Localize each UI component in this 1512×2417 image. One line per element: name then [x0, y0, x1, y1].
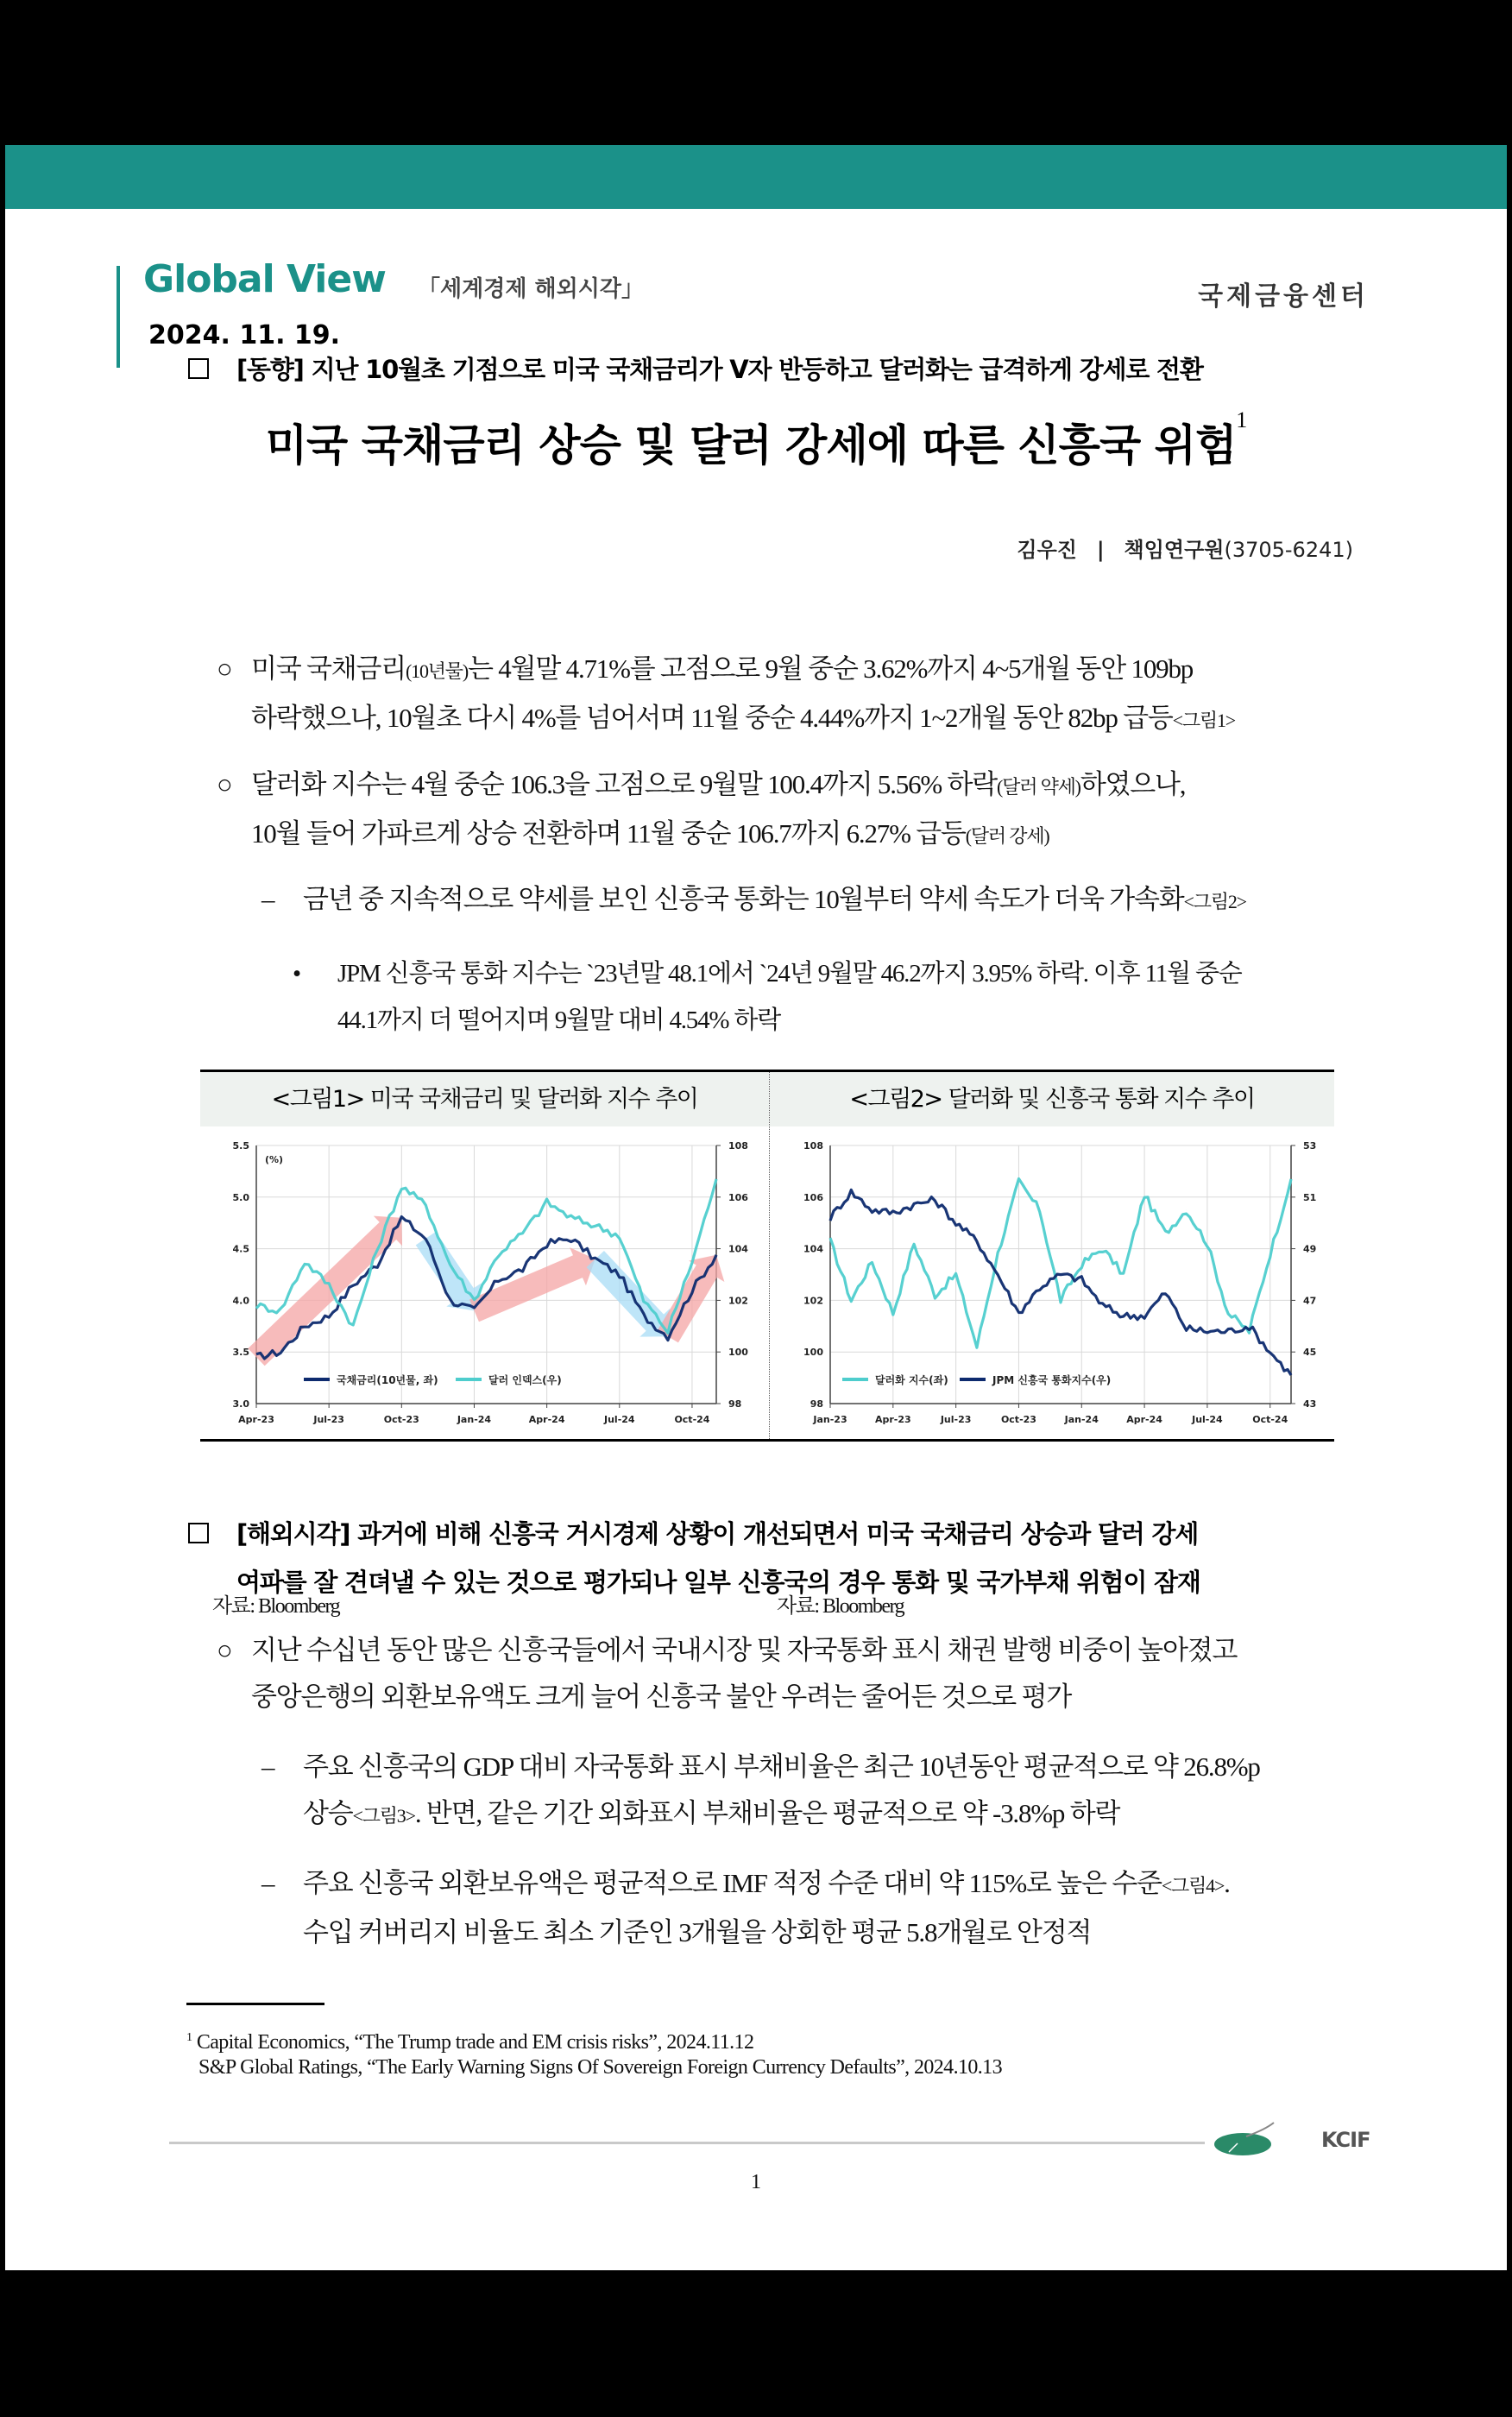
y-left-tick-label: 100 [803, 1347, 823, 1359]
text-run: . 반면, 같은 기간 외화표시 부채비율은 평균적으로 약 -3.8%p 하락 [414, 1798, 1120, 1828]
dash-debt-ratio [261, 1744, 1382, 1840]
circle-bullet-icon: ○ [217, 1635, 232, 1665]
organization-name: 국제금융센터 [1198, 281, 1369, 312]
y-left-tick-label: 108 [803, 1140, 823, 1152]
y-left-tick-label: 98 [810, 1398, 823, 1410]
x-tick-label: Apr-23 [874, 1414, 911, 1425]
kcif-logo-icon [1213, 2121, 1282, 2161]
figure2-source: 자료: Bloomberg [777, 1595, 904, 1618]
y-right-tick-label: 106 [728, 1191, 748, 1203]
y-right-tick-label: 47 [1303, 1295, 1317, 1307]
x-tick-label: Apr-23 [238, 1414, 274, 1425]
text-run: 10월 들어 가파르게 상승 전환하며 11월 중순 106.7까지 6.27% 급등 [251, 818, 966, 849]
figure-ref: <그림2> [1183, 891, 1246, 912]
series-line [830, 1179, 1291, 1348]
y-right-tick-label: 45 [1303, 1347, 1317, 1359]
x-tick-label: Oct-23 [383, 1414, 419, 1425]
legend-label: 달러화 지수(좌) [875, 1374, 948, 1386]
y-left-tick-label: 106 [803, 1191, 823, 1203]
dash-fx-reserves [261, 1860, 1382, 1956]
text-small: (달러 약세) [997, 776, 1080, 798]
dash-bullet-icon: – [261, 884, 274, 914]
bullet-line: 지난 수십년 동안 많은 신흥국들에서 국내시장 및 자국통화 표시 채권 발행 비중이 높아졌고 [251, 1635, 1238, 1665]
checkbox-square-icon [188, 1523, 209, 1543]
text-run: 는 4월말 4.71%를 고점으로 9월 중순 3.62%까지 4~5개월 동안 109bp [468, 653, 1194, 684]
x-tick-label: Jan-24 [457, 1414, 492, 1425]
y-right-tick-label: 108 [728, 1140, 748, 1152]
text-run: 하였으나, [1080, 769, 1186, 799]
bullet-line [251, 761, 1364, 811]
y-left-tick-label: 3.5 [232, 1347, 249, 1359]
checkbox-square-icon [188, 358, 209, 379]
title-text: 미국 국채금리 상승 및 달러 강세에 따른 신흥국 위험 [265, 420, 1237, 470]
footer-rule [169, 2142, 1205, 2144]
brand-subtitle: 「세계경제 해외시각」 [418, 276, 644, 302]
dot-jpm-index [293, 950, 1373, 1044]
text-run: 하락했으나, 10월초 다시 4%를 넘어서며 11월 중순 4.44%까지 1~2개월 동안 82bp 급등 [251, 703, 1173, 733]
y-left-tick-label: 4.5 [232, 1243, 249, 1255]
header-band [5, 145, 1507, 209]
x-tick-label: Jul-23 [940, 1414, 972, 1425]
y-right-tick-label: 104 [728, 1243, 748, 1255]
bullet-em-market [217, 1627, 1364, 1720]
title-footnote-ref[interactable]: 1 [1236, 407, 1247, 432]
text-run: . [1224, 1868, 1230, 1898]
bullet-line [251, 646, 1364, 695]
trend-arrow-up [248, 1216, 402, 1366]
bullet-line [251, 695, 1364, 744]
figure1-source: 자료: Bloomberg [212, 1595, 340, 1618]
text-run: 미국 국채금리 [251, 653, 406, 684]
x-tick-label: Jul-24 [604, 1414, 635, 1425]
circle-bullet-icon: ○ [217, 653, 232, 684]
kcif-logo-text: KCIF [1321, 2128, 1370, 2152]
y-right-tick-label: 100 [728, 1347, 748, 1359]
legend-label: 달러 인덱스(우) [488, 1374, 562, 1386]
section-heading-text: [동향] 지난 10월초 기점으로 미국 국채금리가 V자 반등하고 달러화는 급격하게 강세로 전환 [236, 355, 1203, 384]
text-run: 주요 신흥국 외환보유액은 평균적으로 IMF 적정 수준 대비 약 115%로 높은 수준 [303, 1868, 1162, 1898]
section-heading-text: 여파를 잘 견뎌낼 수 있는 것으로 평가되나 일부 신흥국의 경우 통화 및 국가부채 위험이 잠재 [236, 1568, 1200, 1597]
y-right-tick-label: 49 [1303, 1243, 1317, 1255]
bullet-yield [217, 646, 1364, 744]
text-run: 금년 중 지속적으로 약세를 보인 신흥국 통화는 10월부터 약세 속도가 더욱 가속화 [303, 884, 1184, 914]
legend-label: 국채금리(10년물, 좌) [337, 1374, 438, 1386]
page-title [5, 407, 1507, 473]
dash-bullet-icon: – [261, 1751, 274, 1782]
author-separator: | [1096, 538, 1105, 562]
footnote-text: Capital Economics, “The Trump trade and EM crisis risks”, 2024.11.12 [196, 2031, 754, 2054]
circle-bullet-icon: ○ [217, 769, 232, 799]
bullet-dollar [217, 761, 1364, 860]
y-left-tick-label: 102 [803, 1295, 823, 1307]
section-heading-outlook [188, 1510, 1200, 1606]
section-heading-text: [해외시각] 과거에 비해 신흥국 거시경제 상황이 개선되면서 미국 국채금리 상승과 달러 강세 [236, 1519, 1199, 1549]
x-tick-label: Jul-24 [1192, 1414, 1223, 1425]
document-page [5, 145, 1507, 2270]
brand-title: Global View [143, 257, 386, 301]
unit-label: (%) [265, 1154, 284, 1165]
header-accent-bar [117, 266, 120, 368]
section-heading-trend [188, 345, 1203, 394]
y-left-tick-label: 5.0 [232, 1191, 249, 1203]
y-left-tick-label: 4.0 [232, 1295, 249, 1307]
bullet-line: 수입 커버리지 비율도 최소 기준인 3개월을 상회한 평균 5.8개월로 안정적 [303, 1917, 1092, 1947]
figure2-title: <그림2> 달러화 및 신흥국 통화 지수 추이 [770, 1072, 1334, 1126]
bullet-line: 중앙은행의 외환보유액도 크게 늘어 신흥국 불안 우려는 줄어든 것으로 평가 [251, 1682, 1072, 1712]
y-left-tick-label: 5.5 [232, 1140, 249, 1152]
y-right-tick-label: 53 [1303, 1140, 1317, 1152]
bullet-line: 주요 신흥국의 GDP 대비 자국통화 표시 부채비율은 최근 10년동안 평균적으로 약 26.8%p [303, 1751, 1260, 1782]
dash-em-currency [261, 876, 1382, 925]
x-tick-label: Oct-24 [1252, 1414, 1288, 1425]
bullet-line [251, 811, 1364, 860]
y-left-tick-label: 104 [803, 1243, 823, 1255]
y-right-tick-label: 102 [728, 1295, 748, 1307]
figure-ref: <그림4> [1161, 1875, 1225, 1896]
bullet-line: JPM 신흥국 통화 지수는 `23년말 48.1에서 `24년 9월말 46.2까지 3.95% 하락. 이후 11월 중순 [337, 960, 1242, 988]
series-line [830, 1190, 1291, 1375]
y-left-tick-label: 3.0 [232, 1398, 249, 1410]
chart1 [200, 1126, 769, 1436]
x-tick-label: Apr-24 [1126, 1414, 1162, 1425]
x-tick-label: Apr-24 [528, 1414, 565, 1425]
y-right-tick-label: 98 [728, 1398, 742, 1410]
bullet-line: 44.1까지 더 떨어지며 9월말 대비 4.54% 하락 [337, 1007, 781, 1034]
footnote [198, 2053, 1002, 2082]
author-phone: (3705-6241) [1224, 538, 1353, 562]
x-tick-label: Jan-24 [1064, 1414, 1099, 1425]
dot-bullet-icon: • [293, 960, 300, 988]
y-right-tick-label: 43 [1303, 1398, 1317, 1410]
legend-label: JPM 신흥국 통화지수(우) [992, 1374, 1112, 1386]
footnote-divider [186, 2003, 324, 2005]
figure-ref: <그림1> [1172, 710, 1235, 731]
figure-ref: <그림3> [352, 1805, 415, 1827]
author-line [1017, 533, 1353, 563]
bullet-line [303, 1790, 1382, 1840]
x-tick-label: Jan-23 [813, 1414, 847, 1425]
author-role: 책임연구원 [1124, 538, 1225, 562]
chart2 [770, 1126, 1334, 1436]
page-number: 1 [751, 2171, 761, 2193]
x-tick-label: Oct-24 [674, 1414, 710, 1425]
text-small: (10년물) [406, 660, 468, 682]
x-tick-label: Oct-23 [1000, 1414, 1036, 1425]
report-date: 2024. 11. 19. [148, 320, 341, 350]
text-small: (달러 강세) [965, 825, 1049, 847]
text-run: 상승 [303, 1798, 353, 1828]
trend-arrow-down [416, 1232, 481, 1311]
figure1-title: <그림1> 미국 국채금리 및 달러화 지수 추이 [200, 1072, 769, 1126]
x-tick-label: Jul-23 [313, 1414, 344, 1425]
y-right-tick-label: 51 [1303, 1191, 1317, 1203]
footnote-text: S&P Global Ratings, “The Early Warning Signs Of Sovereign Foreign Currency Defaults”, 2024.10.13 [198, 2056, 1002, 2079]
figure-panel [200, 1070, 1334, 1442]
trend-arrow-down [587, 1251, 671, 1337]
dash-bullet-icon: – [261, 1868, 274, 1898]
text-run: 달러화 지수는 4월 중순 106.3을 고점으로 9월말 100.4까지 5.56% 하락 [251, 769, 998, 799]
bullet-line [303, 1860, 1382, 1909]
author-name: 김우진 [1017, 538, 1077, 562]
footnote-number: 1 [186, 2031, 192, 2044]
